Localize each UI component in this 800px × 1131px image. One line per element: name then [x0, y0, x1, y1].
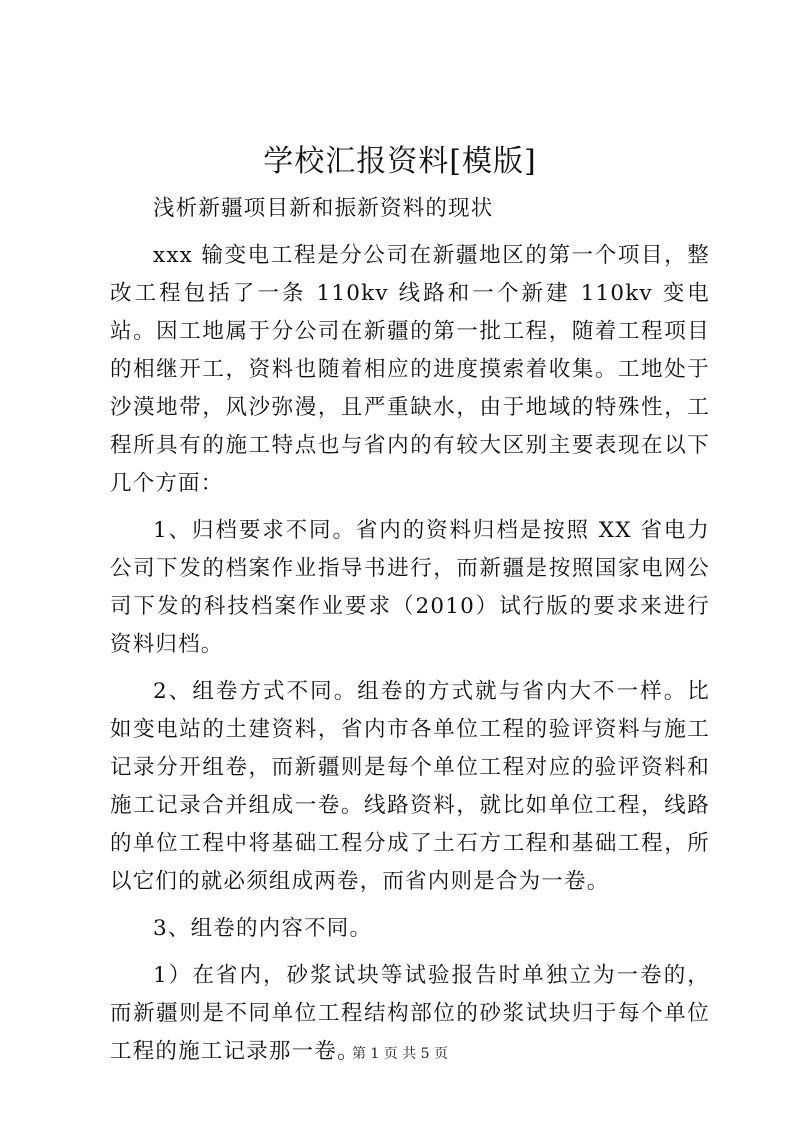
paragraph-point-1: 1、归档要求不同。省内的资料归档是按照 XX 省电力公司下发的档案作业指导书进行，而新疆是按照国家电网公司下发的科技档案作业要求（2010）试行版的要求来进行资料归档。 — [110, 518, 710, 657]
page-footer: 第 1 页 共 5 页 — [351, 1046, 449, 1062]
paragraph-subtitle: 浅析新疆项目新和振新资料的现状 — [153, 196, 494, 221]
paragraph-intro: xxx 输变电工程是分公司在新疆地区的第一个项目，整改工程包括了一条 110kv 线路和一个新建 110kv 变电站。因工地属于分公司在新疆的第一批工程，随着工程项目的相继开工，资料也随着相应的进度摸索着收集。工地处于沙漠地带，风沙弥漫，且严重缺水，由于地域的特殊性，工程所具有的施工特点也与省内的有较大区别主要表现在以下几个方面： — [110, 243, 710, 496]
document-body — [110, 190, 710, 1080]
paragraph-point-2: 2、组卷方式不同。组卷的方式就与省内大不一样。比如变电站的土建资料，省内市各单位工程的验评资料与施工记录分开组卷，而新疆则是每个单位工程对应的验评资料和施工记录合并组成一卷。线路资料，就比如单位工程，线路的单位工程中将基础工程分成了土石方工程和基础工程，所以它们的就必须组成两卷，而省内则是合为一卷。 — [110, 679, 710, 894]
document-title: 学校汇报资料[模版] — [263, 144, 537, 179]
paragraph-point-3: 3、组卷的内容不同。 — [153, 916, 373, 941]
paragraph-subpoint-1: 1）在省内，砂浆试块等试验报告时单独立为一卷的，而新疆则是不同单位工程结构部位的砂浆试块归于每个单位工程的施工记录那一卷。 — [110, 963, 710, 1064]
